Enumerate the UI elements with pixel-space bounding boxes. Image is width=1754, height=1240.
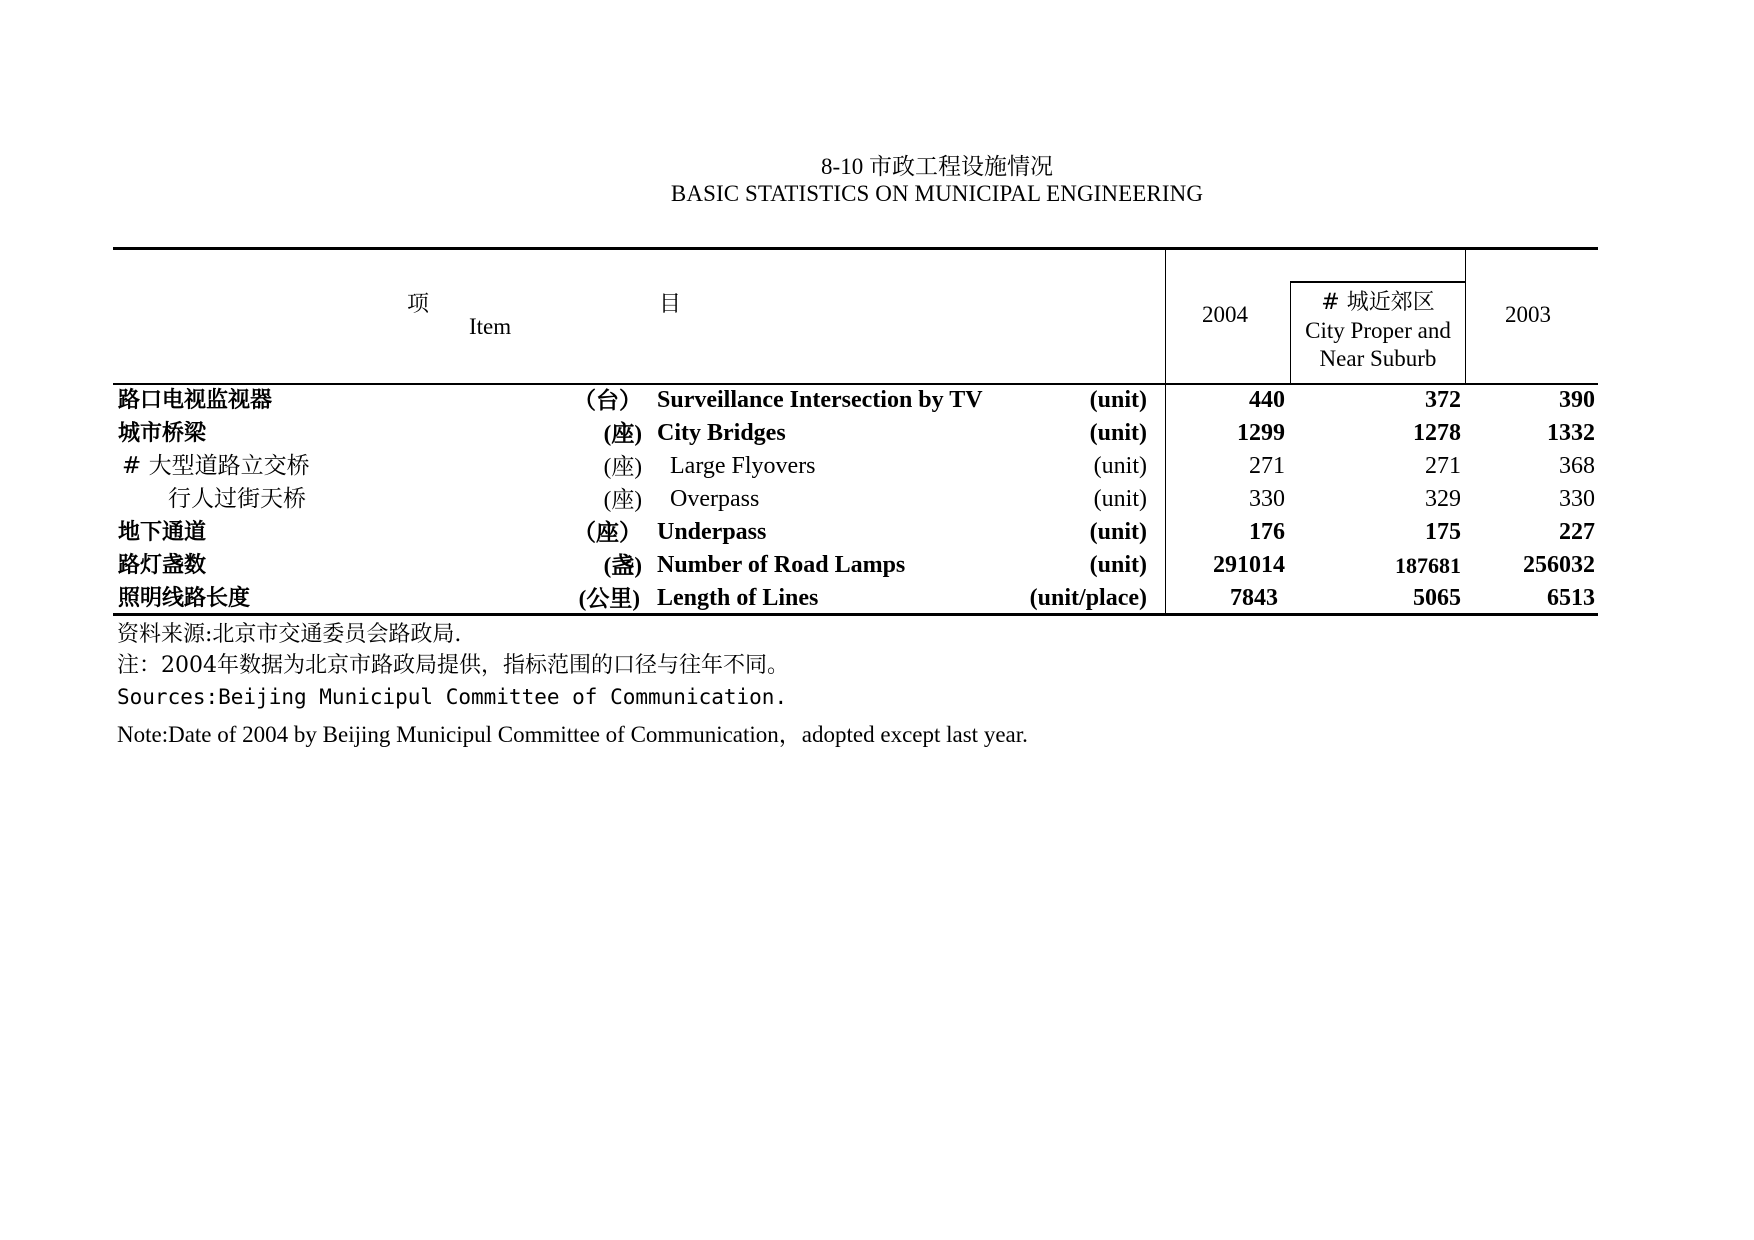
header-city-proper-column <box>1291 289 1465 373</box>
table-title-english: BASIC STATISTICS ON MUNICIPAL ENGINEERING <box>670 181 1204 206</box>
header-city-english-line2: Near Suburb <box>1319 346 1437 371</box>
row-value-city: 329 <box>1425 486 1461 512</box>
row-unit-chinese: (座) <box>603 487 642 512</box>
row-label-chinese: 城市桥梁 <box>118 421 207 446</box>
row-value-2004: 330 <box>1249 486 1285 512</box>
table-row <box>113 516 1598 549</box>
row-value-2004: 440 <box>1249 387 1285 413</box>
table-row <box>113 582 1598 615</box>
source-note-chinese: 资料来源:北京市交通委员会路政局. <box>117 622 462 647</box>
table-row <box>113 483 1598 516</box>
row-value-2003: 227 <box>1559 519 1595 545</box>
row-label-english: Length of Lines <box>657 585 819 611</box>
row-label-english: City Bridges <box>657 420 786 446</box>
table-top-rule <box>113 247 1598 250</box>
table-row <box>113 549 1598 582</box>
header-item-chinese-1: 项 <box>407 292 430 317</box>
row-value-2004: 176 <box>1249 519 1285 545</box>
row-value-2003: 330 <box>1559 486 1595 512</box>
row-label-english: Overpass <box>670 486 760 512</box>
row-value-city: 5065 <box>1413 585 1461 611</box>
row-value-city: 271 <box>1425 453 1461 479</box>
row-unit-chinese: (公里) <box>578 586 640 611</box>
row-unit-chinese: (盏) <box>603 553 642 578</box>
row-value-2003: 390 <box>1559 387 1595 413</box>
row-value-2004: 291014 <box>1213 552 1285 578</box>
table-row <box>113 450 1598 483</box>
row-label-english: Surveillance Intersection by TV <box>657 387 983 413</box>
row-value-2004: 1299 <box>1237 420 1285 446</box>
row-value-city: 187681 <box>1395 553 1461 578</box>
source-note-english: Sources:Beijing Municipul Committee of Communication. <box>117 685 788 709</box>
column-divider-2003 <box>1465 249 1466 384</box>
remark-note-english: Note:Date of 2004 by Beijing Municipul Committee of Communication，adopted except last year. <box>117 722 1028 747</box>
header-city-chinese: # 城近郊区 <box>1321 290 1435 315</box>
row-value-city: 1278 <box>1413 420 1461 446</box>
row-value-2004: 7843 <box>1230 585 1278 611</box>
header-city-english-line1: City Proper and <box>1305 318 1451 343</box>
row-value-2003: 6513 <box>1547 585 1595 611</box>
row-unit-chinese: (座) <box>603 454 642 479</box>
header-item-english: Item <box>469 314 512 339</box>
row-value-city: 372 <box>1425 387 1461 413</box>
table-row <box>113 384 1598 417</box>
row-label-english: Underpass <box>657 519 767 545</box>
row-label-chinese: 路口电视监视器 <box>118 388 273 413</box>
row-value-city: 175 <box>1425 519 1461 545</box>
row-value-2003: 256032 <box>1523 552 1595 578</box>
row-value-2003: 368 <box>1559 453 1595 479</box>
row-label-english: Number of Road Lamps <box>657 552 906 578</box>
table-title-chinese: 8-10 市政工程设施情况 <box>821 154 1053 179</box>
header-year-2003: 2003 <box>1505 302 1551 327</box>
remark-note-chinese: 注：2004年数据为北京市路政局提供，指标范围的口径与往年不同。 <box>117 653 789 678</box>
sub-header-top-rule <box>1290 281 1466 283</box>
row-unit-chinese: (座) <box>603 421 642 446</box>
row-unit-english: (unit) <box>1089 552 1147 578</box>
row-unit-english: (unit) <box>1089 519 1147 545</box>
statistics-table <box>113 247 1598 616</box>
row-value-2003: 1332 <box>1547 420 1595 446</box>
row-label-chinese: # 大型道路立交桥 <box>122 453 310 479</box>
row-unit-english: (unit) <box>1089 387 1147 413</box>
row-unit-english: (unit/place) <box>1029 585 1147 611</box>
row-unit-english: (unit) <box>1089 420 1147 446</box>
row-unit-chinese: （台） <box>573 388 642 413</box>
table-row <box>113 417 1598 450</box>
row-unit-english: (unit) <box>1093 486 1147 512</box>
header-year-2004: 2004 <box>1202 302 1248 327</box>
row-label-chinese: 照明线路长度 <box>118 586 251 611</box>
header-item-chinese-2: 目 <box>659 292 682 317</box>
row-unit-chinese: （座） <box>573 520 642 545</box>
row-label-chinese: 路灯盏数 <box>118 553 207 578</box>
row-label-chinese: 地下通道 <box>118 520 207 545</box>
row-unit-english: (unit) <box>1093 453 1147 479</box>
row-label-chinese: 行人过街天桥 <box>168 486 306 512</box>
row-label-english: Large Flyovers <box>670 453 816 479</box>
row-value-2004: 271 <box>1249 453 1285 479</box>
